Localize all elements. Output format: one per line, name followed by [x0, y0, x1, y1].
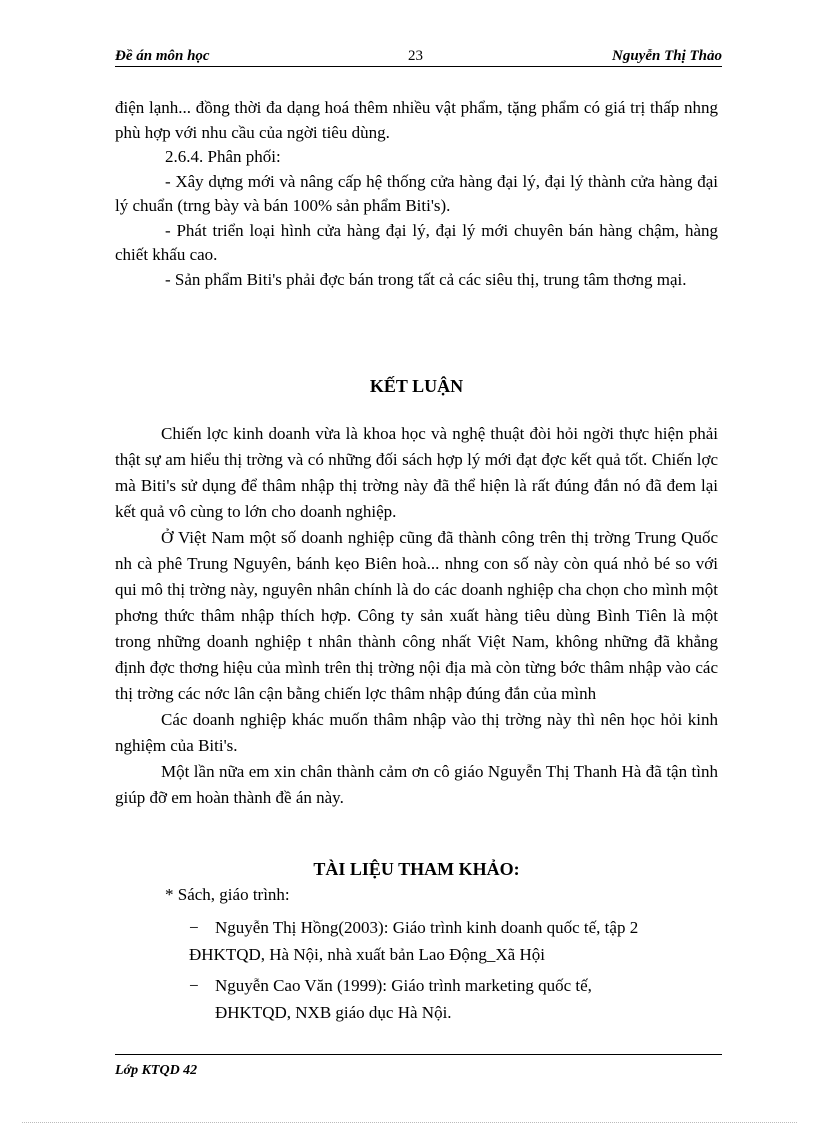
reference-line-1: Nguyễn Cao Văn (1999): Giáo trình marketing quốc tế, — [215, 975, 592, 995]
header-author: Nguyễn Thị Thảo — [611, 48, 722, 64]
footer-class-label: Lớp KTQD 42 — [115, 1063, 198, 1078]
reference-line-2: ĐHKTQD, Hà Nội, nhà xuất bản Lao Động_Xã Hội — [189, 944, 545, 964]
conclusion-paragraph-4: Một lần nữa em xin chân thành cảm ơn cô giáo Nguyễn Thị Thanh Hà đã tận tình giúp đỡ em hoàn thành đề án này. — [115, 762, 718, 807]
header-course-title: Đề án môn học — [115, 48, 210, 64]
reference-line-2: ĐHKTQD, NXB giáo dục Hà Nội. — [215, 1002, 452, 1022]
conclusion-paragraph-1: Chiến lợc kinh doanh vừa là khoa học và nghệ thuật đòi hỏi ngời thực hiện phải thật sự am hiểu thị trờng và có những đối sách hợp lý mới đạt đợc kết quả tốt. Chiến lợc mà Biti's sử dụng để thâm nhập thị trờng này đã thể hiện là rất đúng đắn nó đã đem lại kết quả vô cùng to lớn cho doanh nghiệp. — [115, 424, 718, 521]
page-footer — [115, 1054, 722, 1079]
conclusion-paragraph-2: Ở Việt Nam một số doanh nghiệp cũng đã thành công trên thị trờng Trung Quốc nh cà phê Trung Nguyên, bánh kẹo Biên hoà... nhng con số này còn quá nhỏ bé so với qui mô thị trờng này, nguyên nhân chính là do các doanh nghiệp cha chọn cho mình một phơng thức thâm nhập thích hợp. Công ty sản xuất hàng tiêu dùng Bình Tiên là một trong những doanh nghiệp t nhân thành công nhất Việt Nam, không những đã khẳng định đợc thơng hiệu của mình trên thị trờng nội địa mà còn từng bớc thâm nhập vào các thị trờng các nớc lân cận bằng chiến lợc thâm nhập đúng đắn của mình — [115, 528, 718, 703]
conclusion-paragraph-3: Các doanh nghiệp khác muốn thâm nhập vào thị trờng này thì nên học hỏi kinh nghiệm của Biti's. — [115, 710, 718, 755]
dash-icon: − — [189, 975, 199, 995]
conclusion-section — [115, 374, 718, 399]
paragraph-products: điện lạnh... đồng thời đa dạng hoá thêm nhiều vật phẩm, tặng phẩm có giá trị thấp nhng phù hợp với nhu cầu của ngời tiêu dùng. — [115, 98, 718, 142]
conclusion-title: KẾT LUẬN — [369, 376, 464, 396]
page-header — [115, 46, 722, 67]
page-number: 23 — [408, 48, 423, 64]
distribution-bullet-1: - Xây dựng mới và nâng cấp hệ thống cửa hàng đại lý, đại lý thành cửa hàng đại lý chuẩn (trng bày và bán 100% sản phẩm Biti's). — [115, 171, 718, 215]
reference-line-1: Nguyễn Thị Hồng(2003): Giáo trình kinh doanh quốc tế, tập 2 — [215, 917, 639, 937]
distribution-bullet-3: - Sản phẩm Biti's phải đợc bán trong tất cả các siêu thị, trung tâm thơng mại. — [165, 269, 687, 289]
distribution-bullet-2: - Phát triển loại hình cửa hàng đại lý, đại lý mới chuyên bán hàng chậm, hàng chiết khấu cao. — [115, 220, 718, 264]
conclusion-body — [115, 421, 718, 811]
references-title: TÀI LIỆU THAM KHẢO: — [313, 859, 520, 879]
dash-icon: − — [189, 917, 199, 937]
references-category: * Sách, giáo trình: — [165, 884, 290, 904]
section-heading-distribution: 2.6.4. Phân phối: — [165, 147, 281, 166]
top-section — [115, 96, 718, 292]
reference-item — [115, 914, 718, 968]
references-section — [115, 857, 718, 1026]
reference-item — [115, 972, 718, 1026]
